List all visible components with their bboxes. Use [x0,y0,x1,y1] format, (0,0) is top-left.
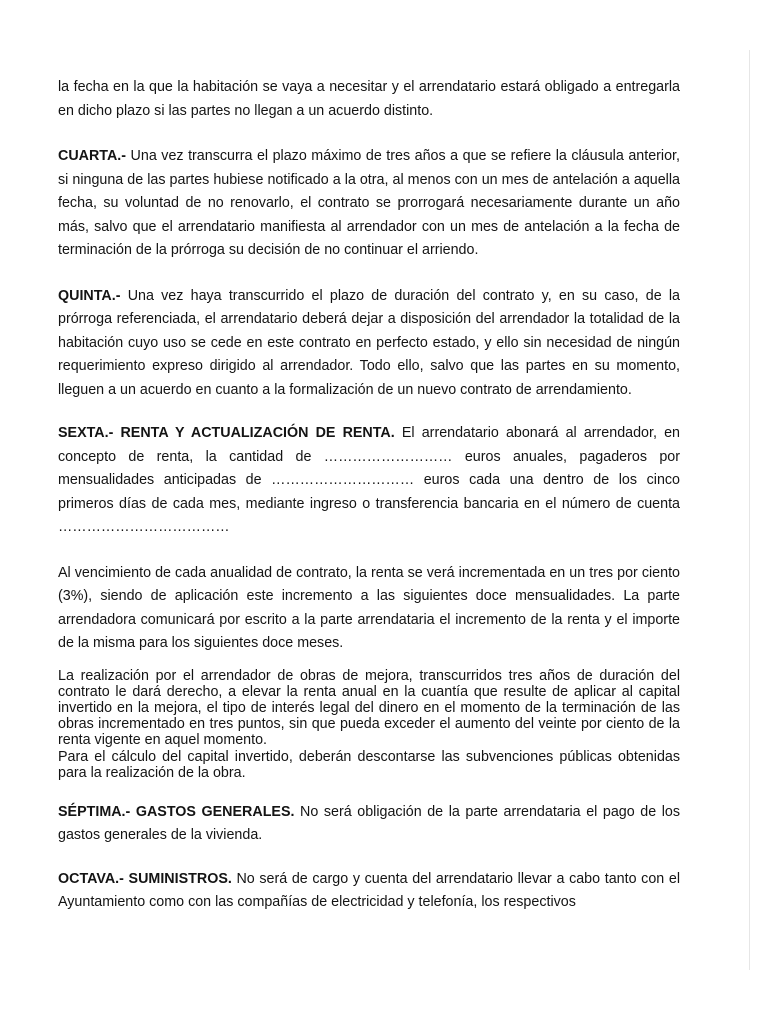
clause-quinta-heading: QUINTA.- [58,287,121,304]
clause-sexta-text: El arrendatario abonará al arrendador, en concepto de renta, la cantidad de ……………………… euros anuales, pagaderos por mensualidades anticipadas de ………………………… euros cada una dentro de los cinco primeros días de cada mes, mediante ingreso o transferencia bancaria en el número de cuenta ……………………………… [58,425,680,535]
clause-octava-heading: OCTAVA.- SUMINISTROS. [58,870,232,887]
contract-document [58,76,680,915]
clause-quinta-text: Una vez haya transcurrido el plazo de duración del contrato y, en su caso, de la prórroga referenciada, el arrendatario deberá dejar a disposición del arrendador la totalidad de la habitación cuyo uso se cede en este contrato en perfecto estado, y ello sin necesidad de ningún requerimiento expreso dirigido al arrendador. Todo ello, salvo que las partes en su momento, lleguen a un acuerdo en cuanto a la formalización de un nuevo contrato de arrendamiento. [58,287,680,398]
sexta-obras-paragraph: La realización por el arrendador de obras de mejora, transcurridos tres años de duración del contrato le dará derecho, a elevar la renta anual en la cuantía que resulte de aplicar al capital invertido en la mejora, el tipo de interés legal del dinero en el momento de la terminación de las obras incrementado en tres puntos, sin que pueda exceder el aumento del veinte por ciento de la renta vigente en aquel momento. [58,667,680,749]
clause-sexta [58,422,680,540]
page-edge-divider [749,50,750,970]
clause-cuarta-text: Una vez transcurra el plazo máximo de tres años a que se refiere la cláusula anterior, si ninguna de las partes hubiese notificado a la otra, al menos con un mes de antelación a aquella fecha, su voluntad de no renovarlo, el contrato se prorrogará necesariamente durante un año más, salvo que el arrendatario manifiesta al arrendador con un mes de antelación a la fecha de terminación de la prórroga su decisión de no continuar el arriendo. [58,148,680,258]
clause-septima [58,801,680,848]
intro-paragraph: la fecha en la que la habitación se vaya a necesitar y el arrendatario estará obligado a entregarla en dicho plazo si las partes no llegan a un acuerdo distinto. [58,79,680,119]
clause-sexta-heading: SEXTA.- RENTA Y ACTUALIZACIÓN DE RENTA. [58,425,395,441]
sexta-vencimiento-paragraph: Al vencimiento de cada anualidad de contrato, la renta se verá incrementada en un tres por ciento (3%), siendo de aplicación este incremento a las siguientes doce mensualidades. La parte arrendadora comunicará por escrito a la parte arrendataria el incremento de la renta y el importe de la misma para los siguientes doce meses. [58,564,680,651]
clause-octava-text: No será de cargo y cuenta del arrendatario llevar a cabo tanto con el Ayuntamiento como con las compañías de electricidad y telefonía, los respectivos [58,870,680,911]
clause-cuarta-heading: CUARTA.- [58,148,127,164]
clause-cuarta [58,145,680,263]
clause-quinta [58,285,680,403]
sexta-calculo-paragraph: Para el cálculo del capital invertido, deberán descontarse las subvenciones públicas obtenidas para la realización de la obra. [58,748,680,781]
clause-octava [58,868,680,915]
clause-septima-heading: SÉPTIMA.- GASTOS GENERALES. [58,803,295,820]
clause-septima-text: No será obligación de la parte arrendataria el pago de los gastos generales de la vivienda. [58,803,681,844]
